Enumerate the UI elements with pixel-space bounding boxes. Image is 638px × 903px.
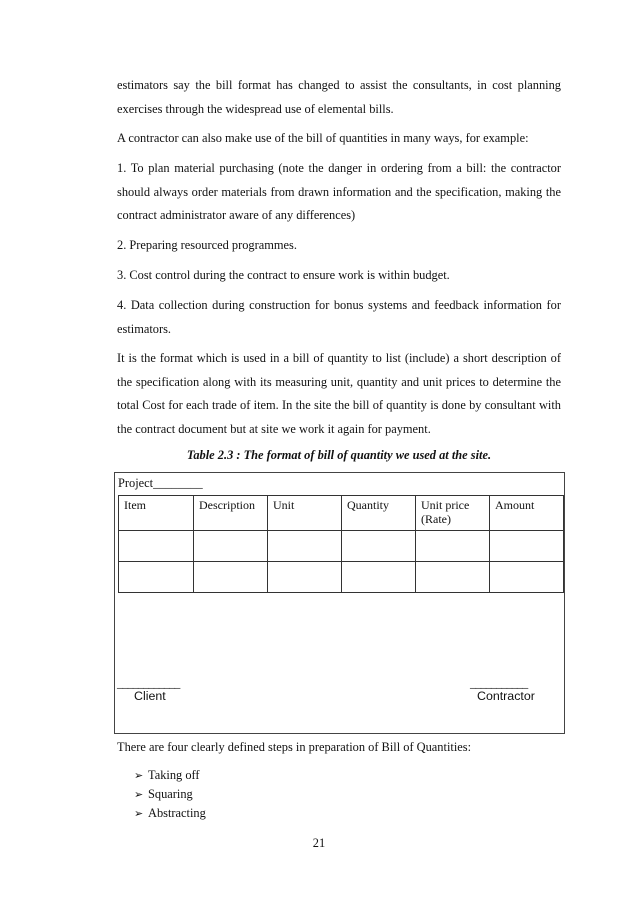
project-label: Project________ — [118, 476, 203, 490]
list-item — [134, 785, 206, 804]
steps-list — [134, 766, 206, 823]
table-cell — [119, 562, 194, 593]
arrow-bullet-icon: ➢ — [134, 808, 144, 820]
table-cell — [194, 562, 268, 593]
client-label: Client — [134, 689, 166, 703]
list-item — [134, 766, 206, 785]
table-cell — [342, 531, 416, 562]
table-cell — [194, 531, 268, 562]
table-caption: Table 2.3 : The format of bill of quantity we used at the site. — [186, 448, 492, 462]
step-label: Abstracting — [148, 806, 206, 820]
table-cell — [490, 562, 564, 593]
bill-of-quantity-table — [118, 495, 564, 593]
paragraph-point-2: 2. Preparing resourced programmes. — [117, 238, 297, 252]
table-cell — [268, 562, 342, 593]
table-cell — [119, 531, 194, 562]
table-cell — [490, 531, 564, 562]
column-header-unit-price: Unit price (Rate) — [416, 496, 490, 531]
table-cell — [416, 531, 490, 562]
table-cell — [416, 562, 490, 593]
paragraph-estimators: estimators say the bill format has changed to assist the consultants, in cost planning exercises through the widespread use of elemental bills. — [117, 78, 561, 116]
paragraph-format: It is the format which is used in a bill of quantity to list (include) a short description of the specification along with its measuring unit, quantity and unit prices to determine the total Cost for each trade of item. In the site the bill of quantity is done by consultant with the contract document but at site we work it again for payment. — [117, 351, 561, 436]
arrow-bullet-icon: ➢ — [134, 789, 144, 801]
table-row — [119, 531, 564, 562]
paragraph-contractor-uses: A contractor can also make use of the bill of quantities in many ways, for example: — [117, 131, 529, 145]
bill-of-quantity-form — [114, 472, 565, 734]
column-header-unit: Unit — [268, 496, 342, 531]
column-header-quantity: Quantity — [342, 496, 416, 531]
step-label: Squaring — [148, 787, 193, 801]
client-signature-line: ____________ — [117, 676, 180, 690]
contractor-label: Contractor — [477, 689, 535, 703]
paragraph-point-4: 4. Data collection during construction for bonus systems and feedback information for estimators. — [117, 298, 561, 336]
list-item — [134, 804, 206, 823]
steps-intro: There are four clearly defined steps in preparation of Bill of Quantities: — [117, 740, 472, 754]
table-row — [119, 562, 564, 593]
paragraph-point-1: 1. To plan material purchasing (note the danger in ordering from a bill: the contractor should always order materials from drawn information and the specification, making the contract administrator aware of any differences) — [117, 161, 561, 222]
contractor-signature-line: ___________ — [470, 676, 528, 690]
table-cell — [268, 531, 342, 562]
step-label: Taking off — [148, 768, 200, 782]
column-header-description: Description — [194, 496, 268, 531]
paragraph-point-3: 3. Cost control during the contract to ensure work is within budget. — [117, 268, 450, 282]
column-header-item: Item — [119, 496, 194, 531]
table-cell — [342, 562, 416, 593]
page-number: 21 — [312, 836, 326, 850]
arrow-bullet-icon: ➢ — [134, 770, 144, 782]
column-header-amount: Amount — [490, 496, 564, 531]
table-header-row — [119, 496, 564, 531]
